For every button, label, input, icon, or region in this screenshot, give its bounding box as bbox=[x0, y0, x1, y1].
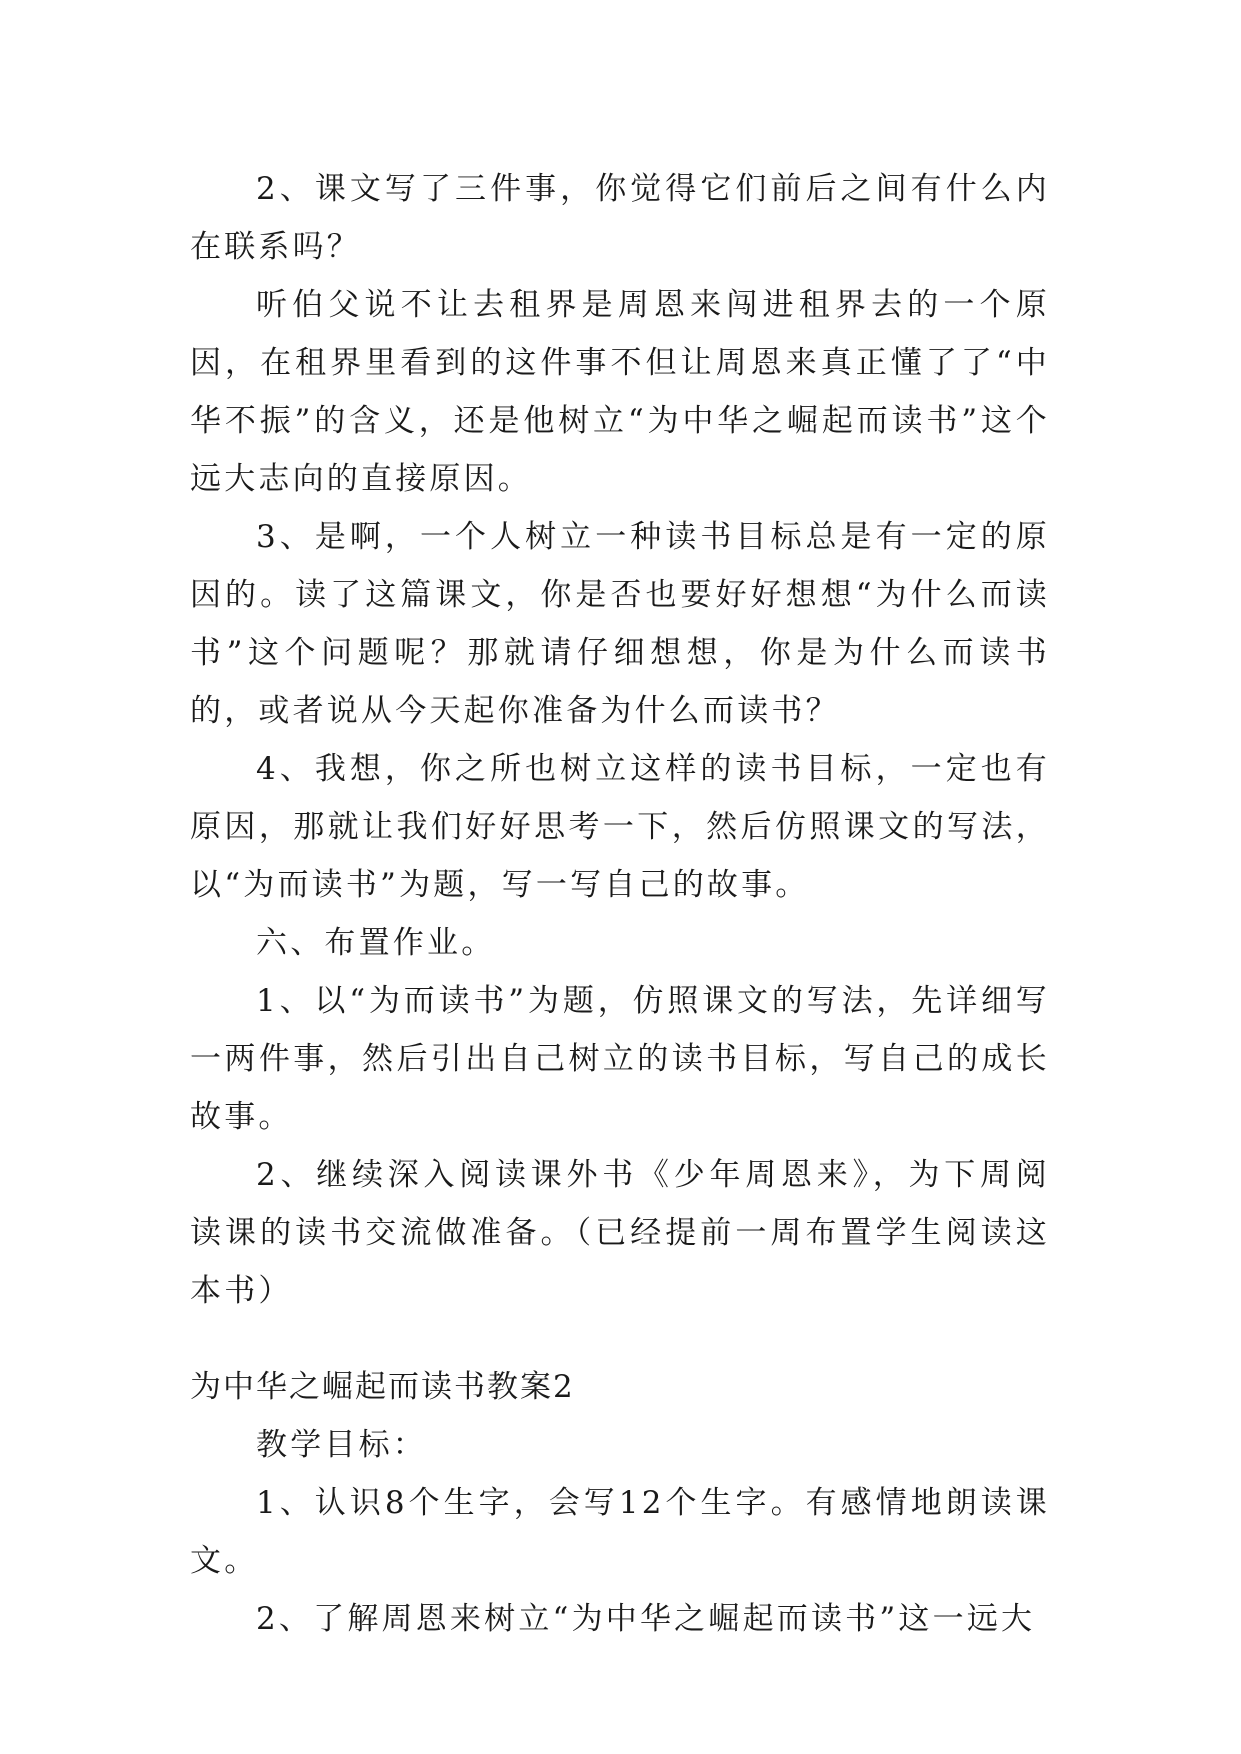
paragraph: 4、我想，你之所也树立这样的读书目标，一定也有原因，那就让我们好好思考一下，然后仿照课文的写法，以“为而读书”为题，写一写自己的故事。 bbox=[190, 751, 1050, 903]
paragraph: 1、以“为而读书”为题，仿照课文的写法，先详细写一两件事，然后引出自己树立的读书目标，写自己的成长故事。 bbox=[190, 983, 1050, 1135]
paragraph: 听伯父说不让去租界是周恩来闯进租界去的一个原因，在租界里看到的这件事不但让周恩来真正懂了了“中华不振”的含义，还是他树立“为中华之崛起而读书”这个远大志向的直接原因。 bbox=[190, 287, 1050, 497]
section-title: 为中华之崛起而读书教案2 bbox=[190, 1369, 575, 1405]
paragraph: 1、认识8个生字，会写12个生字。有感情地朗读课文。 bbox=[190, 1485, 1050, 1579]
paragraph: 2、课文写了三件事，你觉得它们前后之间有什么内在联系吗？ bbox=[190, 171, 1050, 265]
section-heading-homework: 六、布置作业。 bbox=[256, 925, 496, 961]
paragraph: 教学目标： bbox=[256, 1427, 427, 1463]
section-gap bbox=[190, 1320, 1050, 1358]
paragraph: 3、是啊，一个人树立一种读书目标总是有一定的原因的。读了这篇课文，你是否也要好好想想“为什么而读书”这个问题呢？那就请仔细想想，你是为什么而读书的，或者说从今天起你准备为什么而读书？ bbox=[190, 519, 1050, 729]
paragraph: 2、了解周恩来树立“为中华之崛起而读书”这一远大 bbox=[256, 1601, 1036, 1637]
document-body bbox=[190, 160, 1050, 1648]
paragraph: 2、继续深入阅读课外书《少年周恩来》，为下周阅读课的读书交流做准备。（已经提前一周布置学生阅读这本书） bbox=[190, 1157, 1050, 1309]
